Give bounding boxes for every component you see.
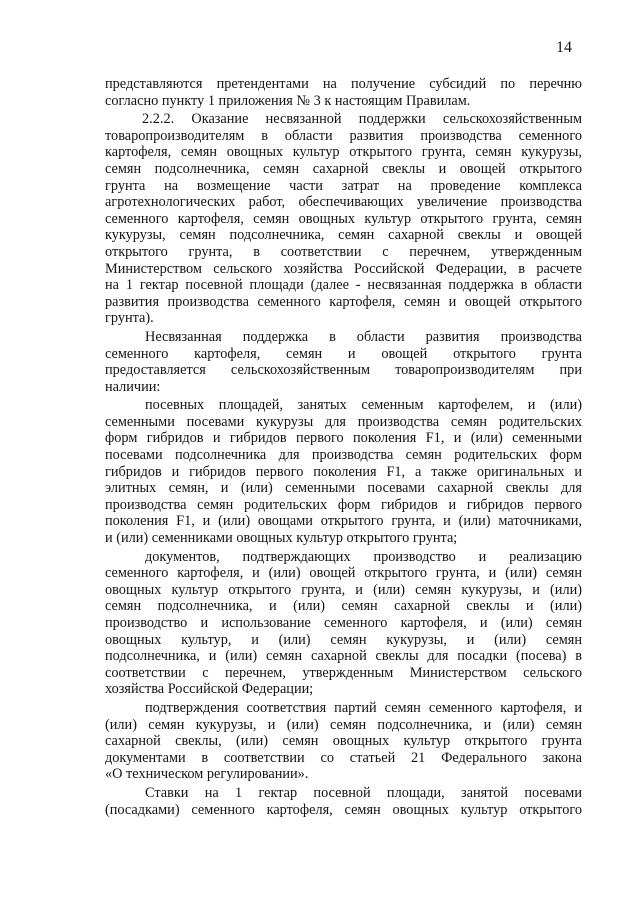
text-line: сахарной свеклы, (или) семян овощных культур открытого грунта bbox=[105, 733, 582, 750]
text-line: семян подсолнечника, и (или) семян сахарной свеклы и (или) bbox=[105, 598, 582, 615]
text-line: семенными посевами кукурузы для производства семян родительских bbox=[105, 413, 582, 430]
text-line: семенного картофеля, и (или) овощей открытого грунта, и (или) семян bbox=[105, 565, 582, 582]
paragraph bbox=[105, 329, 582, 395]
text-line: товаропроизводителям в области развития производства семенного bbox=[105, 127, 582, 144]
text-line: «О техническом регулировании». bbox=[105, 766, 309, 783]
text-line: грунта). bbox=[105, 310, 154, 327]
page-number: 14 bbox=[556, 39, 572, 56]
text-line: документами в соответствии со статьей 21 Федерального закона bbox=[105, 749, 582, 766]
text-line: представляются претендентами на получение субсидий по перечню bbox=[105, 76, 582, 92]
text-line: элитных семян, и (или) семенными посевами сахарной свеклы для bbox=[105, 480, 582, 497]
text-line: производства семян родительских форм гибридов и гибридов первого bbox=[105, 496, 582, 513]
text-line: агротехнологических работ, обеспечивающих увеличение производства bbox=[105, 194, 582, 211]
text-line: согласно пункту 1 приложения № 3 к настоящим Правилам. bbox=[105, 92, 471, 109]
text-line: производство и использование семенного картофеля, и (или) семян bbox=[105, 615, 582, 631]
text-line: семенного картофеля, семян и овощей открытого грунта bbox=[105, 345, 582, 362]
text-line: хозяйства Российской Федерации; bbox=[105, 681, 314, 698]
text-line: на 1 гектар посевной площади (далее - несвязанная поддержка в области bbox=[105, 277, 582, 294]
text-line: семян подсолнечника, семян сахарной свеклы и овощей открытого bbox=[105, 160, 582, 177]
text-line: и (или) семенниками овощных культур открытого грунта; bbox=[105, 530, 458, 547]
text-line: Министерством сельского хозяйства Российской Федерации, в расчете bbox=[105, 260, 582, 277]
paragraph bbox=[105, 549, 582, 698]
text-line: поколения F1, и (или) овощами открытого грунта, и (или) маточниками, bbox=[105, 513, 582, 530]
paragraph bbox=[105, 397, 582, 546]
text-line: семенного картофеля, семян овощных культур открытого грунта, семян bbox=[105, 210, 582, 227]
paragraph bbox=[105, 785, 582, 818]
text-line: подтверждения соответствия партий семян семенного картофеля, и bbox=[145, 699, 582, 716]
text-line: (или) семян кукурузы, и (или) семян подсолнечника, и (или) семян bbox=[105, 716, 582, 733]
text-line: (посадками) семенного картофеля, семян овощных культур открытого bbox=[105, 801, 582, 818]
document-body bbox=[105, 76, 582, 818]
paragraph bbox=[105, 111, 582, 327]
text-line: посевами подсолнечника для производства семян родительских форм bbox=[105, 447, 582, 464]
text-line: кукурузы, семян подсолнечника, семян сахарной свеклы и овощей bbox=[105, 227, 582, 244]
text-line: Несвязанная поддержка в области развития производства bbox=[145, 328, 582, 345]
text-line: документов, подтверждающих производство и реализацию bbox=[145, 548, 582, 565]
text-line: форм гибридов и гибридов первого поколения F1, и (или) семенными bbox=[105, 430, 582, 447]
text-line: предоставляется сельскохозяйственным товаропроизводителям при bbox=[105, 362, 582, 379]
text-line: развития производства семенного картофеля, семян и овощей открытого bbox=[105, 293, 582, 310]
text-line: открытого грунта, в соответствии с перечнем, утвержденным bbox=[105, 243, 582, 260]
text-line: Ставки на 1 гектар посевной площади, занятой посевами bbox=[145, 784, 582, 801]
text-line: подсолнечника, и (или) семян сахарной свеклы для посадки (посева) в bbox=[105, 648, 582, 665]
text-line: картофеля, семян овощных культур открытого грунта, семян кукурузы, bbox=[105, 144, 582, 161]
paragraph bbox=[105, 700, 582, 783]
text-line: овощных культур открытого грунта, и (или) семян кукурузы, и (или) bbox=[105, 581, 582, 598]
text-line: гибридов и гибридов первого поколения F1, а также оригинальных и bbox=[105, 463, 582, 480]
text-line: соответствии с перечнем, утвержденным Министерством сельского bbox=[105, 664, 582, 681]
text-line: 2.2.2. Оказание несвязанной поддержки сельскохозяйственным bbox=[142, 111, 582, 128]
paragraph bbox=[105, 76, 582, 109]
text-line: посевных площадей, занятых семенным картофелем, и (или) bbox=[145, 397, 582, 414]
text-line: наличии: bbox=[105, 378, 161, 395]
text-line: овощных культур, и (или) семян кукурузы, и (или) семян bbox=[105, 631, 582, 648]
text-line: грунта на возмещение части затрат на проведение комплекса bbox=[105, 177, 582, 194]
